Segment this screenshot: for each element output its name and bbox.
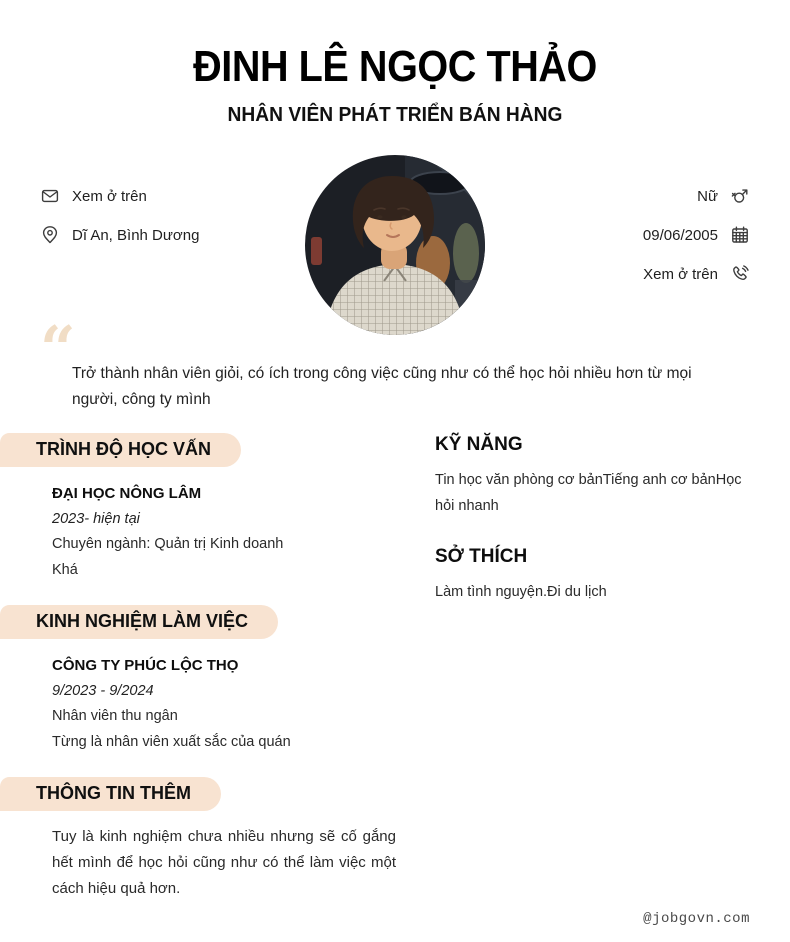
- contact-birthdate-row: [643, 225, 750, 245]
- education-school: ĐẠI HỌC NÔNG LÂM: [52, 485, 202, 502]
- education-period: 2023- hiện tại: [52, 510, 140, 527]
- hobbies-section: [435, 546, 751, 605]
- experience-entry: [0, 653, 412, 755]
- envelope-icon: [40, 186, 60, 206]
- phone-icon: [730, 264, 750, 284]
- hobbies-heading: SỞ THÍCH: [435, 546, 528, 567]
- education-grade: Khá: [52, 561, 78, 578]
- experience-achievement: Từng là nhân viên xuất sắc của quán: [52, 733, 291, 750]
- experience-company: CÔNG TY PHÚC LỘC THỌ: [52, 657, 239, 674]
- education-section: [0, 433, 412, 583]
- quote-icon: “: [40, 312, 76, 385]
- contact-email-row: [40, 186, 199, 206]
- contact-phone-label: Xem ở trên: [643, 265, 718, 283]
- education-entry: [0, 481, 412, 583]
- additional-info-heading: THÔNG TIN THÊM: [0, 777, 221, 811]
- left-column: [0, 433, 412, 924]
- profile-photo: [305, 155, 485, 335]
- profile-photo-illustration: [305, 155, 485, 335]
- experience-section: [0, 605, 412, 755]
- education-heading: TRÌNH ĐỘ HỌC VẤN: [0, 433, 241, 467]
- contact-phone-row: [643, 264, 750, 284]
- experience-period: 9/2023 - 9/2024: [52, 682, 154, 699]
- job-title: NHÂN VIÊN PHÁT TRIỂN BÁN HÀNG: [227, 104, 563, 126]
- skills-section: [435, 434, 751, 519]
- contact-gender-row: [643, 186, 750, 206]
- education-major: Chuyên ngành: Quản trị Kinh doanh: [52, 536, 284, 552]
- experience-heading: KINH NGHIỆM LÀM VIỆC: [0, 605, 278, 639]
- gender-icon: [730, 186, 750, 206]
- contact-email-label: Xem ở trên: [72, 187, 147, 205]
- contact-left: [40, 186, 199, 264]
- contact-address-label: Dĩ An, Bình Dương: [72, 226, 200, 244]
- right-column: [435, 434, 751, 632]
- contact-address-row: [40, 225, 199, 245]
- page-title: ĐINH LÊ NGỌC THẢO: [193, 42, 597, 91]
- location-pin-icon: [40, 225, 60, 245]
- additional-info-section: [0, 777, 412, 902]
- contact-birthdate-label: 09/06/2005: [642, 226, 718, 244]
- skills-text: Tin học văn phòng cơ bảnTiếng anh cơ bảnHọc hỏi nhanh: [435, 472, 742, 514]
- watermark: @jobgovn.com: [643, 911, 750, 927]
- experience-role: Nhân viên thu ngân: [52, 708, 178, 724]
- additional-info-text: Tuy là kinh nghiệm chưa nhiều nhưng sẽ cố gắng hết mình để học hỏi cũng như có thể làm việc một cách hiệu quả hơn.: [52, 828, 396, 897]
- contact-right: [643, 186, 750, 303]
- skills-heading: KỸ NĂNG: [435, 434, 523, 455]
- contact-gender-label: Nữ: [697, 187, 718, 205]
- hobbies-text: Làm tình nguyện.Đi du lịch: [435, 584, 607, 600]
- objective-text: Trở thành nhân viên giỏi, có ích trong công việc cũng như có thể học hỏi nhiều hơn từ mọi người, công ty mình: [72, 365, 692, 408]
- calendar-icon: [730, 225, 750, 245]
